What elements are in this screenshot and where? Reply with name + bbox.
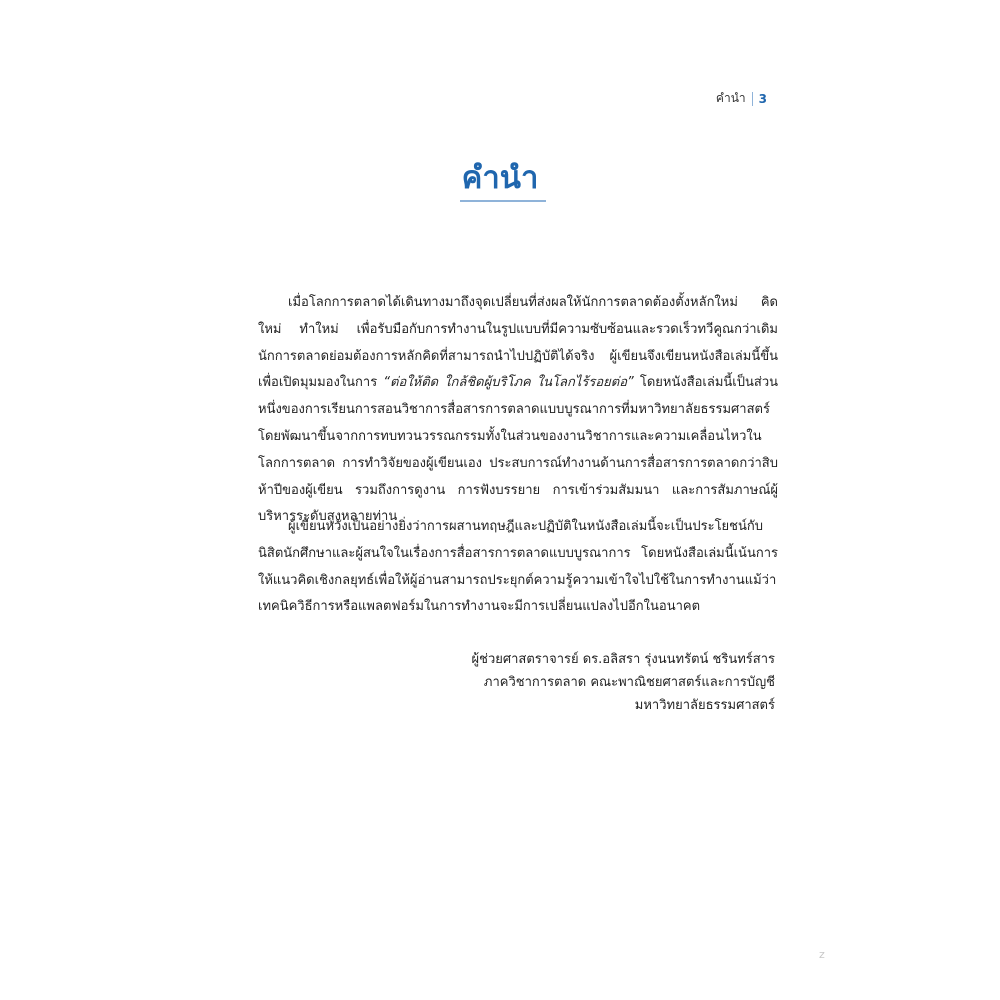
paragraph-1-end: โดยหนังสือเล่มนี้เป็นส่วนหนึ่งของการเรียนการสอนวิชาการสื่อสารการตลาดแบบบูรณาการที่มหาวิทยาลัยธรรมศาสตร์ โดยพัฒนาขึ้นจากการทบทวนวรรณกรรมทั้งในส่วนของงานวิชาการและความเคลื่อนไหวในโลกการตลาด การทำวิจัยของผู้เขียนเอง ประสบการณ์ทำงานด้านการสื่อสารการตลาดกว่าสิบห้าปีของผู้เขียน รวมถึงการดูงาน การฟังบรรยาย การเข้าร่วมสัมมนา และการสัมภาษณ์ผู้บริหารระดับสูงหลายท่าน <box>258 375 778 525</box>
header-divider <box>752 92 753 106</box>
signature-university: มหาวิทยาลัยธรรมศาสตร์ <box>634 698 775 713</box>
page-title: คำนำ <box>461 160 539 196</box>
signature-department: ภาควิชาการตลาด คณะพาณิชยศาสตร์และการบัญชี <box>483 675 775 690</box>
paragraph-1-start: เมื่อโลกการตลาดได้เดินทางมาถึงจุดเปลี่ยนที่ส่งผลให้นักการตลาดต้องตั้งหลักใหม่ คิดใหม่ ทำใหม่ เพื่อรับมือกับการทำงานในรูปแบบที่มีความซับซ้อนและรวดเร็วทวีคูณกว่าเดิม นักการตลาดย่อมต้องการหลักคิดที่สามารถนำไปปฏิบัติได้จริง ผู้เขียนจึงเขียนหนังสือเล่มนี้ขึ้นเพื่อเปิดมุมมองในการ <box>258 295 778 391</box>
corner-mark: z <box>819 948 825 961</box>
running-header <box>716 89 767 108</box>
signature-block <box>472 648 775 717</box>
header-section-title: คำนำ <box>715 91 746 105</box>
paragraph-2: ผู้เขียนหวังเป็นอย่างยิ่งว่าการผสานทฤษฎีและปฏิบัติในหนังสือเล่มนี้จะเป็นประโยชน์กับนิสิตนักศึกษาและผู้สนใจในเรื่องการสื่อสารการตลาดแบบบูรณาการ โดยหนังสือเล่มนี้เน้นการให้แนวคิดเชิงกลยุทธ์เพื่อให้ผู้อ่านสามารถประยุกต์ความรู้ความเข้าใจไปใช้ในการทำงานแม้ว่าเทคนิควิธีการหรือแพลตฟอร์มในการทำงานจะมีการเปลี่ยนแปลงไปอีกในอนาคต <box>258 519 778 615</box>
signature-name: ผู้ช่วยศาสตราจารย์ ดร.อลิสรา รุ่งนนทรัตน์ ชรินทร์สาร <box>471 652 775 667</box>
paragraph-1 <box>258 290 778 531</box>
paragraph-1-quote: “ต่อให้ติด ใกล้ชิดผู้บริโภค ในโลกไร้รอยต่อ” <box>383 375 634 391</box>
title-underline <box>460 200 546 202</box>
page-number: 3 <box>758 91 767 106</box>
